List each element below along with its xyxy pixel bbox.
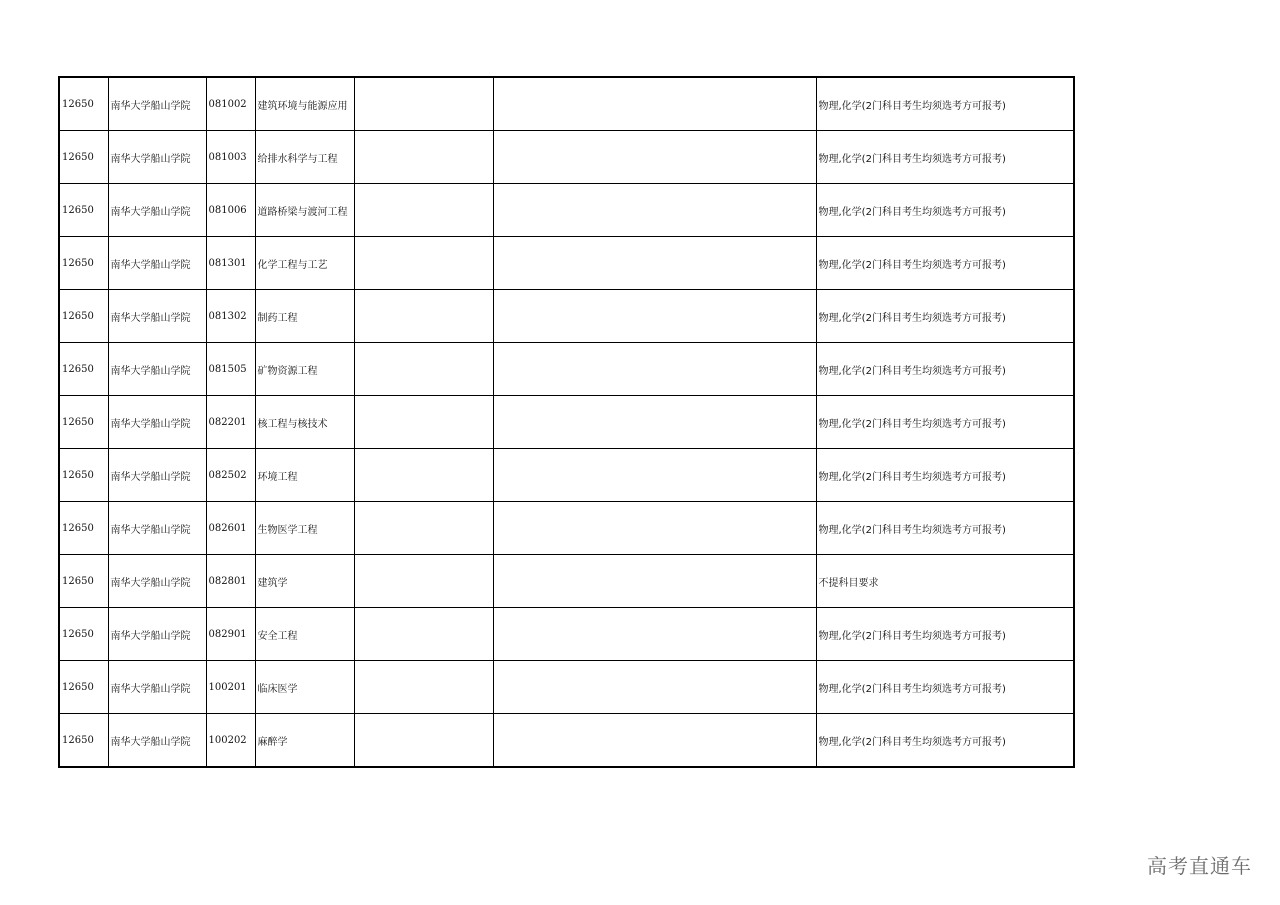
empty-cell <box>493 343 816 396</box>
empty-cell <box>354 608 493 661</box>
major-name-cell: 建筑学 <box>255 555 354 608</box>
school-code-cell: 12650 <box>59 502 108 555</box>
empty-cell <box>354 502 493 555</box>
school-name-cell: 南华大学船山学院 <box>108 555 206 608</box>
major-name-cell: 临床医学 <box>255 661 354 714</box>
school-code-cell: 12650 <box>59 131 108 184</box>
major-name-cell: 建筑环境与能源应用 <box>255 77 354 131</box>
school-name-cell: 南华大学船山学院 <box>108 343 206 396</box>
major-name-cell: 麻醉学 <box>255 714 354 768</box>
table-row <box>59 131 1074 184</box>
subject-requirement-cell: 物理,化学(2门科目考生均须选考方可报考) <box>816 131 1074 184</box>
school-code-cell: 12650 <box>59 555 108 608</box>
major-code-cell: 082201 <box>206 396 255 449</box>
subject-requirement-cell: 不提科目要求 <box>816 555 1074 608</box>
school-code-cell: 12650 <box>59 343 108 396</box>
empty-cell <box>354 555 493 608</box>
school-code-cell: 12650 <box>59 608 108 661</box>
major-code-cell: 081505 <box>206 343 255 396</box>
major-code-cell: 082801 <box>206 555 255 608</box>
major-code-cell: 082502 <box>206 449 255 502</box>
major-code-cell: 081006 <box>206 184 255 237</box>
empty-cell <box>354 661 493 714</box>
table-row <box>59 290 1074 343</box>
school-name-cell: 南华大学船山学院 <box>108 714 206 768</box>
subject-requirement-cell: 物理,化学(2门科目考生均须选考方可报考) <box>816 502 1074 555</box>
school-code-cell: 12650 <box>59 449 108 502</box>
empty-cell <box>493 555 816 608</box>
major-name-cell: 环境工程 <box>255 449 354 502</box>
school-code-cell: 12650 <box>59 237 108 290</box>
major-name-cell: 矿物资源工程 <box>255 343 354 396</box>
major-code-cell: 081301 <box>206 237 255 290</box>
school-code-cell: 12650 <box>59 661 108 714</box>
subject-requirement-cell: 物理,化学(2门科目考生均须选考方可报考) <box>816 608 1074 661</box>
major-name-cell: 道路桥梁与渡河工程 <box>255 184 354 237</box>
major-code-cell: 081003 <box>206 131 255 184</box>
table-row <box>59 237 1074 290</box>
empty-cell <box>354 131 493 184</box>
subject-requirement-cell: 物理,化学(2门科目考生均须选考方可报考) <box>816 449 1074 502</box>
table-row <box>59 184 1074 237</box>
school-name-cell: 南华大学船山学院 <box>108 396 206 449</box>
empty-cell <box>354 184 493 237</box>
school-name-cell: 南华大学船山学院 <box>108 661 206 714</box>
major-name-cell: 生物医学工程 <box>255 502 354 555</box>
school-code-cell: 12650 <box>59 396 108 449</box>
empty-cell <box>493 449 816 502</box>
school-name-cell: 南华大学船山学院 <box>108 184 206 237</box>
table-row <box>59 77 1074 131</box>
empty-cell <box>493 77 816 131</box>
school-code-cell: 12650 <box>59 77 108 131</box>
empty-cell <box>493 714 816 768</box>
major-code-cell: 100201 <box>206 661 255 714</box>
empty-cell <box>354 396 493 449</box>
school-name-cell: 南华大学船山学院 <box>108 77 206 131</box>
table-row <box>59 502 1074 555</box>
empty-cell <box>354 237 493 290</box>
table-row <box>59 449 1074 502</box>
empty-cell <box>354 714 493 768</box>
empty-cell <box>354 290 493 343</box>
major-code-cell: 081302 <box>206 290 255 343</box>
subject-requirement-cell: 物理,化学(2门科目考生均须选考方可报考) <box>816 714 1074 768</box>
empty-cell <box>354 343 493 396</box>
school-name-cell: 南华大学船山学院 <box>108 608 206 661</box>
major-name-cell: 制药工程 <box>255 290 354 343</box>
table-row <box>59 343 1074 396</box>
school-code-cell: 12650 <box>59 184 108 237</box>
table-row <box>59 661 1074 714</box>
major-code-cell: 081002 <box>206 77 255 131</box>
empty-cell <box>493 608 816 661</box>
empty-cell <box>493 290 816 343</box>
major-name-cell: 化学工程与工艺 <box>255 237 354 290</box>
table-row <box>59 396 1074 449</box>
major-code-cell: 082601 <box>206 502 255 555</box>
major-name-cell: 安全工程 <box>255 608 354 661</box>
empty-cell <box>493 184 816 237</box>
subject-requirement-cell: 物理,化学(2门科目考生均须选考方可报考) <box>816 661 1074 714</box>
empty-cell <box>493 396 816 449</box>
subject-requirement-cell: 物理,化学(2门科目考生均须选考方可报考) <box>816 77 1074 131</box>
table-row <box>59 608 1074 661</box>
school-code-cell: 12650 <box>59 290 108 343</box>
school-name-cell: 南华大学船山学院 <box>108 502 206 555</box>
empty-cell <box>493 131 816 184</box>
subject-requirement-cell: 物理,化学(2门科目考生均须选考方可报考) <box>816 237 1074 290</box>
subject-requirement-cell: 物理,化学(2门科目考生均须选考方可报考) <box>816 396 1074 449</box>
school-name-cell: 南华大学船山学院 <box>108 237 206 290</box>
major-code-cell: 100202 <box>206 714 255 768</box>
empty-cell <box>354 449 493 502</box>
major-code-cell: 082901 <box>206 608 255 661</box>
school-name-cell: 南华大学船山学院 <box>108 449 206 502</box>
subject-requirement-cell: 物理,化学(2门科目考生均须选考方可报考) <box>816 290 1074 343</box>
empty-cell <box>493 237 816 290</box>
empty-cell <box>493 502 816 555</box>
school-code-cell: 12650 <box>59 714 108 768</box>
watermark: 高考直通车 <box>1147 854 1252 878</box>
empty-cell <box>354 77 493 131</box>
table-body <box>59 77 1074 767</box>
subject-requirements-table <box>58 76 1075 768</box>
school-name-cell: 南华大学船山学院 <box>108 290 206 343</box>
subject-requirement-cell: 物理,化学(2门科目考生均须选考方可报考) <box>816 343 1074 396</box>
table-row <box>59 555 1074 608</box>
school-name-cell: 南华大学船山学院 <box>108 131 206 184</box>
table-row <box>59 714 1074 768</box>
major-name-cell: 核工程与核技术 <box>255 396 354 449</box>
major-name-cell: 给排水科学与工程 <box>255 131 354 184</box>
subject-requirement-cell: 物理,化学(2门科目考生均须选考方可报考) <box>816 184 1074 237</box>
empty-cell <box>493 661 816 714</box>
